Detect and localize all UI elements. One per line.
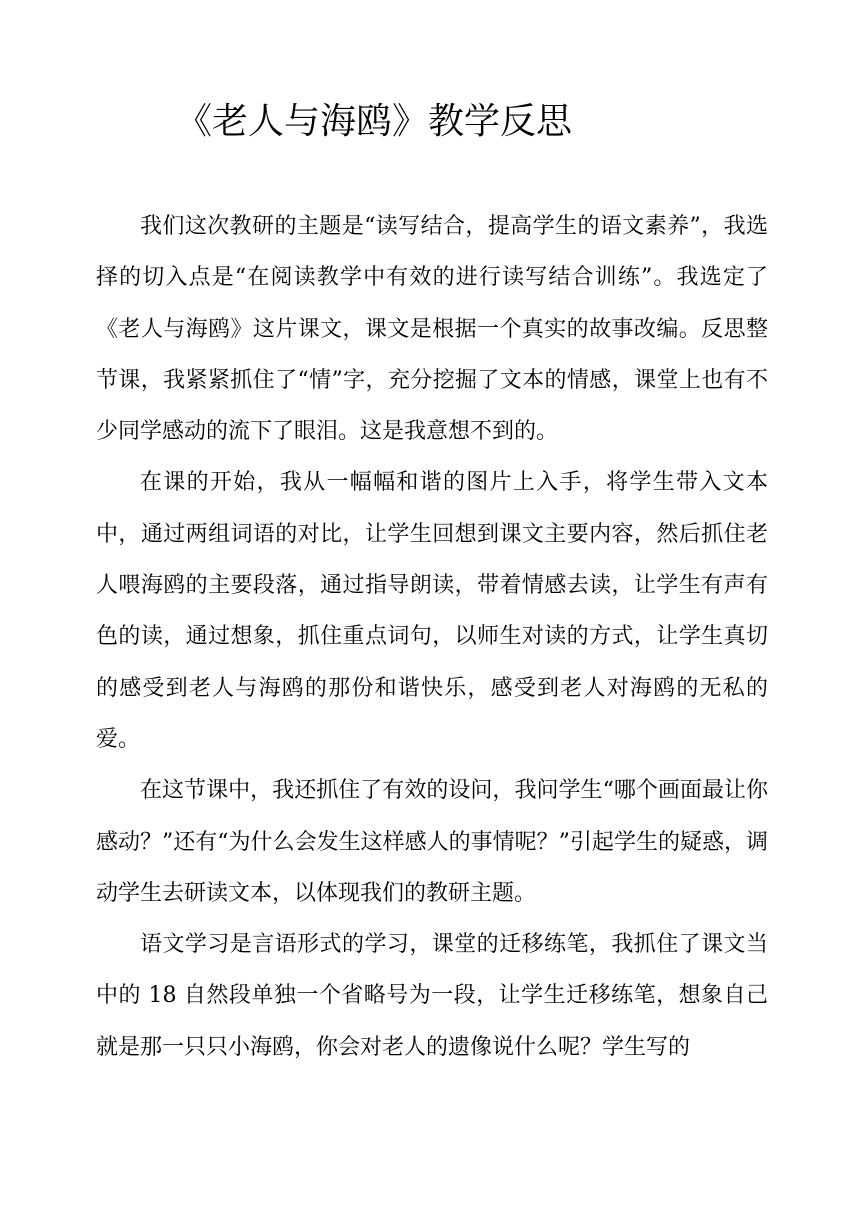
document-body [96, 201, 768, 1073]
document-title: 《老人与海鸥》教学反思 [176, 101, 573, 142]
paragraph: 我们这次教研的主题是“读写结合，提高学生的语文素养”，我选择的切入点是“在阅读教学中有效的进行读写结合训练”。我选定了《老人与海鸥》这片课文，课文是根据一个真实的故事改编。反思整节课，我紧紧抓住了“情”字，充分挖掘了文本的情感，课堂上也有不少同学感动的流下了眼泪。这是我意想不到的。 [96, 214, 768, 445]
paragraph: 在这节课中，我还抓住了有效的设问，我问学生“哪个画面最让你感动？”还有“为什么会发生这样感人的事情呢？”引起学生的疑惑，调动学生去研读文本，以体现我们的教研主题。 [96, 778, 768, 906]
paragraph: 在课的开始，我从一幅幅和谐的图片上入手，将学生带入文本中，通过两组词语的对比，让学生回想到课文主要内容，然后抓住老人喂海鸥的主要段落，通过指导朗读，带着情感去读，让学生有声有色的读，通过想象，抓住重点词句，以师生对读的方式，让学生真切的感受到老人与海鸥的那份和谐快乐，感受到老人对海鸥的无私的爱。 [96, 470, 768, 752]
paragraph: 语文学习是言语形式的学习，课堂的迁移练笔，我抓住了课文当中的 18 自然段单独一个省略号为一段，让学生迁移练笔，想象自己就是那一只只小海鸥，你会对老人的遗像说什么呢？学生写的 [96, 932, 768, 1060]
